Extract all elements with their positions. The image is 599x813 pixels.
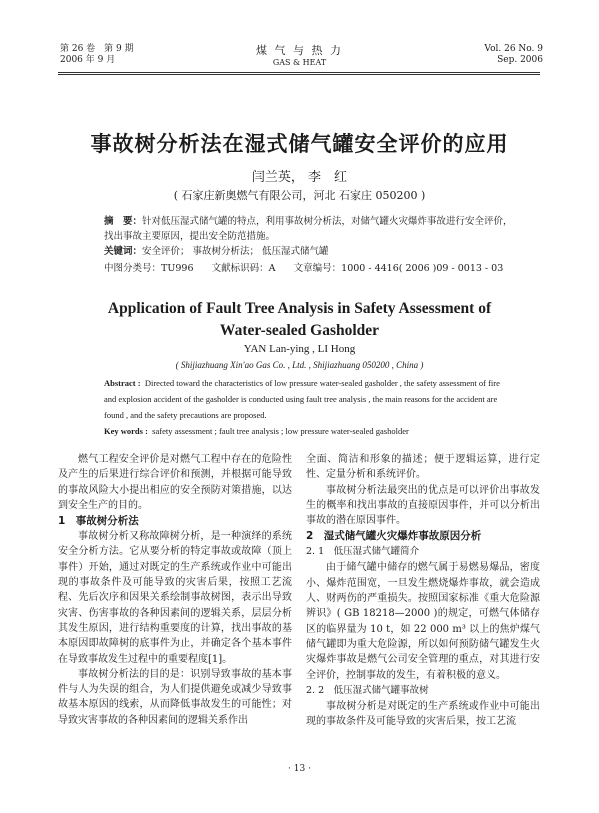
- paragraph-gasholder-intro: 由于储气罐中储存的燃气属于易燃易爆品，密度小、爆炸范围宽，一旦发生燃烧爆炸事故，就会造成人、财两伤的严重损失。按照国家标准《重大危险源辨识》( GB 18218—2000 )的规定，可燃气体储存区的临界量为 10 t，如 22 000 m³ 以上的焦炉煤气储气罐即为重大危险源，所以如何预防储气罐发生火灾爆炸事故是燃气公司安全管理的重点，对其进行安全评价，控制事故的发生，有着积极的意义。: [306, 562, 540, 681]
- page-title-en: [0, 298, 599, 342]
- keywords-en-text: safety assessment ; fault tree analysis ; low pressure water-sealed gasholder: [152, 426, 409, 436]
- keywords-cn-text: 安全评价； 事故树分析法； 低压湿式储气罐: [142, 246, 329, 257]
- affiliation-en: ( Shijiazhuang Xin'ao Gas Co. , Ltd. , Shijiazhuang 050200 , China ): [175, 360, 424, 370]
- journal-name-en: GAS & HEAT: [272, 58, 327, 67]
- header-rule-bottom: [58, 74, 540, 75]
- body-column-left: [58, 452, 292, 728]
- keywords-en-label: Key words :: [104, 426, 148, 436]
- header-vol-line-en: Vol. 26 No. 9: [484, 44, 543, 54]
- section-heading-1: 1 事故树分析法: [58, 515, 139, 528]
- title-en-line1: Application of Fault Tree Analysis in Safety Assessment of: [107, 300, 492, 317]
- abstract-cn-label: 摘 要：: [104, 216, 143, 227]
- title-en-line2: Water-sealed Gasholder: [219, 322, 380, 339]
- abstract-en: [104, 375, 514, 423]
- abstract-en-text: Directed toward the characteristics of low pressure water-sealed gasholder , the safety assessment of fire and explosion accident of the gasholder is conducted using fault tree analysis , the main reasons for the accident are found , and the safety precautions are proposed.: [104, 378, 500, 420]
- body-column-right: [306, 452, 540, 729]
- subsection-heading-2-1: 2. 1 低压湿式储气罐简介: [306, 546, 420, 558]
- classification-line: [104, 261, 514, 276]
- clc-value: TU996: [161, 263, 194, 274]
- header-volume-en: [484, 44, 543, 66]
- page-title-cn: 事故树分析法在湿式储气罐安全评价的应用: [90, 132, 509, 156]
- keywords-cn: [104, 244, 514, 259]
- header-date-en: Sep. 2006: [497, 55, 543, 65]
- clc-label: 中图分类号：: [104, 263, 162, 274]
- abstract-en-label: Abstract :: [104, 378, 141, 388]
- keywords-cn-label: 关键词：: [104, 246, 143, 257]
- paragraph-intro: 燃气工程安全评价是对燃气工程中存在的危险性及产生的后果进行综合评价和预测，并根据可能导致的事故风险大小提出相应的安全预防对策措施，以达到安全生产的目的。: [58, 454, 292, 511]
- paragraph-fta-definition: 事故树分析又称故障树分析，是一种演绎的系统安全分析方法。它从要分析的特定事故或故障（顶上事件）开始，通过对既定的生产系统或作业中可能出现的事故条件及可能导致的灾害后果，按照工艺流程、先后次序和因果关系绘制事故树图，表示出导致灾害、伤害事故的各种因素间的逻辑关系，层层分析其发生原因，进行结构重要度的计算，找出事故的基本原因即故障树的底事件为止，并确定各个基本事件在导致事故发生过程中的重要程度[1]。: [58, 531, 292, 665]
- paragraph-gasholder-fault-tree: 事故树分析是对既定的生产系统或作业中可能出现的事故条件及可能导致的灾害后果，按工艺流: [306, 700, 540, 728]
- header-date-cn: 2006 年 9 月: [60, 55, 116, 65]
- doc-code-value: A: [268, 263, 276, 274]
- paragraph-continuation: 全面、简洁和形象的描述；便于逻辑运算，进行定性、定量分析和系统评价。: [306, 454, 540, 481]
- section-heading-2: 2 湿式储气罐火灾爆炸事故原因分析: [306, 530, 482, 543]
- article-no-label: 文章编号：: [293, 263, 342, 274]
- doc-code-label: 文献标识码：: [211, 263, 269, 274]
- affiliation-cn: ( 石家庄新奥燃气有限公司，河北 石家庄 050200 ): [173, 189, 426, 202]
- paragraph-fta-purpose: 事故树分析法的目的是：识别导致事故的基本事件与人为失误的组合，为人们提供避免或减少导致事故基本原因的线索，从而降低事故发生的可能性；对导致灾害事故的各种因素间的逻辑关系作出: [58, 668, 292, 726]
- abstract-cn-text: 针对低压湿式储气罐的特点，利用事故树分析法，对储气罐火灾爆炸事故进行安全评价，找出事故主要原因，提出安全防范措施。: [104, 216, 513, 242]
- page-number: · 13 ·: [288, 764, 311, 774]
- article-no-value: 1000 - 4416( 2006 )09 - 0013 - 03: [341, 263, 504, 274]
- header-rule-top: [58, 72, 540, 73]
- authors-en: YAN Lan-ying , LI Hong: [243, 343, 356, 355]
- paragraph-fta-advantage: 事故树分析法最突出的优点是可以评价出事故发生的概率和找出事故的直接原因事件，并可以分析出事故的潜在原因事件。: [306, 484, 540, 527]
- abstract-cn: [104, 214, 514, 244]
- journal-name-cn: 煤 气 与 热 力: [256, 44, 343, 57]
- keywords-en: [104, 424, 514, 439]
- header-volume-line: 第 26 卷 第 9 期: [60, 44, 134, 54]
- subsection-heading-2-2: 2. 2 低压湿式储气罐事故树: [306, 684, 429, 696]
- authors-cn: 闫兰英， 李 红: [251, 170, 348, 185]
